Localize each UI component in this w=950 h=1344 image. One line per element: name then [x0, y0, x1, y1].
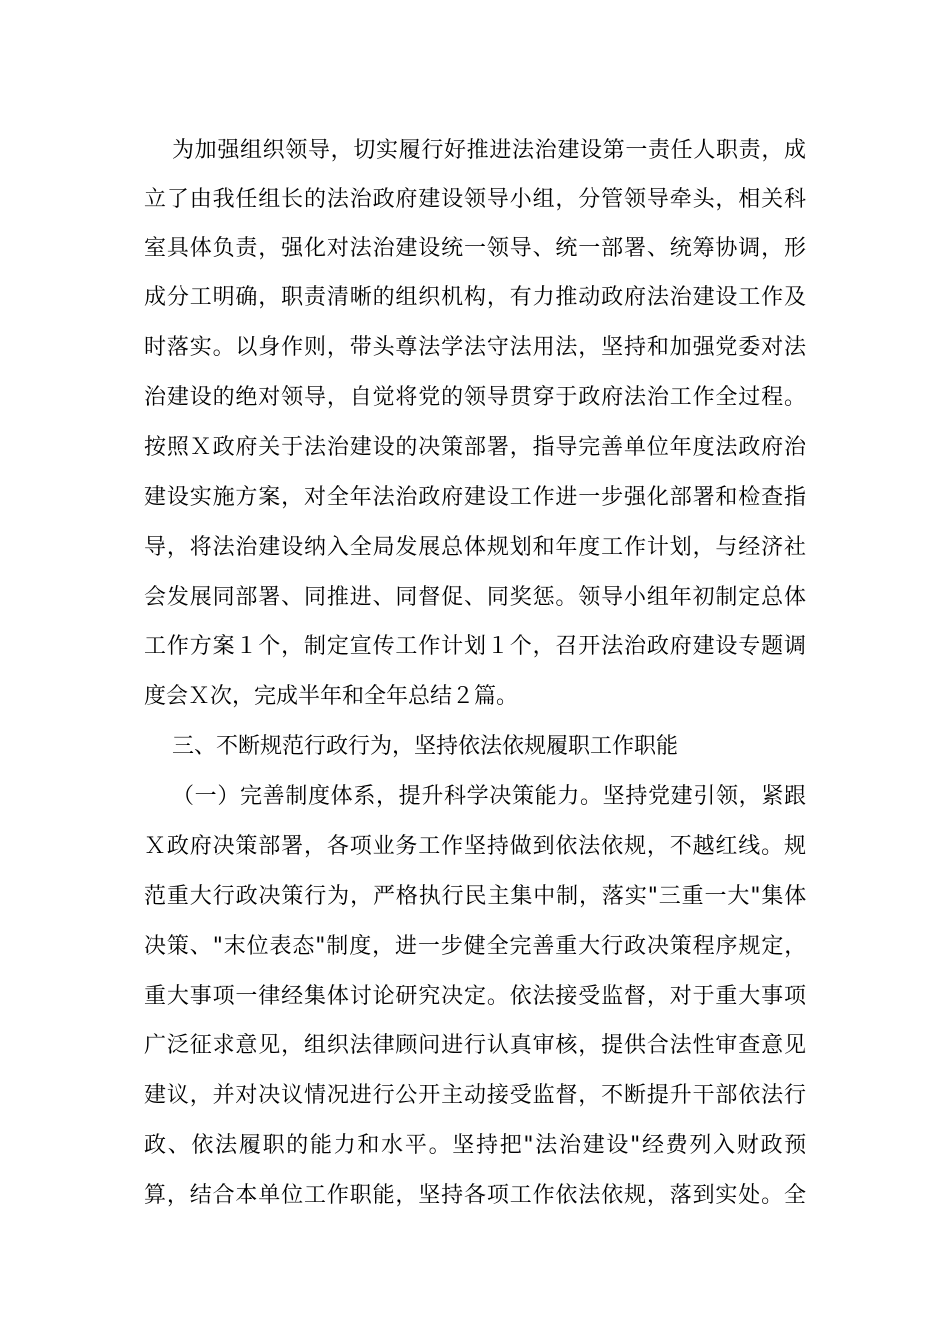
paragraph-line: 立了由我任组长的法治政府建设领导小组，分管领导牵头，相关科 — [144, 187, 807, 212]
paragraph-line: 广泛征求意见，组织法律顾问进行认真审核，提供合法性审查意见 — [144, 1033, 807, 1058]
section-heading: 三、不断规范行政行为，坚持依法依规履职工作职能 — [172, 734, 679, 759]
paragraph-line: 时落实。以身作则，带头尊法学法守法用法，坚持和加强党委对法 — [144, 335, 807, 360]
paragraph-line: 按照Ｘ政府关于法治建设的决策部署，指导完善单位年度法政府治 — [144, 435, 807, 460]
subsection-line: （一）完善制度体系，提升科学决策能力。坚持党建引领，紧跟 — [172, 784, 807, 809]
paragraph-line: 建设实施方案，对全年法治政府建设工作进一步强化部署和检查指 — [144, 485, 807, 510]
paragraph-line: 建议，并对决议情况进行公开主动接受监督，不断提升干部依法行 — [144, 1083, 807, 1108]
paragraph-line: 治建设的绝对领导，自觉将党的领导贯穿于政府法治工作全过程。 — [144, 385, 807, 410]
paragraph-line: 成分工明确，职责清晰的组织机构，有力推动政府法治建设工作及 — [144, 285, 807, 310]
paragraph-line: 会发展同部署、同推进、同督促、同奖惩。领导小组年初制定总体 — [144, 585, 807, 610]
paragraph-line: 范重大行政决策行为，严格执行民主集中制，落实"三重一大"集体 — [144, 884, 808, 909]
paragraph-line: 室具体负责，强化对法治建设统一领导、统一部署、统筹协调，形 — [144, 236, 807, 261]
paragraph-line: 决策、"末位表态"制度，进一步健全完善重大行政决策程序规定， — [144, 934, 808, 959]
paragraph-line: Ｘ政府决策部署，各项业务工作坚持做到依法依规，不越红线。规 — [144, 834, 807, 859]
paragraph-line: 度会Ｘ次，完成半年和全年总结２篇。 — [144, 684, 519, 709]
paragraph-line: 算，结合本单位工作职能，坚持各项工作依法依规，落到实处。全 — [144, 1183, 807, 1208]
paragraph-line: 工作方案１个，制定宣传工作计划１个，召开法治政府建设专题调 — [144, 634, 807, 659]
paragraph-line: 重大事项一律经集体讨论研究决定。依法接受监督，对于重大事项 — [144, 984, 807, 1009]
paragraph-line: 导，将法治建设纳入全局发展总体规划和年度工作计划，与经济社 — [144, 535, 807, 560]
paragraph-line: 政、依法履职的能力和水平。坚持把"法治建设"经费列入财政预 — [144, 1133, 808, 1158]
paragraph-line: 为加强组织领导，切实履行好推进法治建设第一责任人职责，成 — [172, 138, 807, 163]
